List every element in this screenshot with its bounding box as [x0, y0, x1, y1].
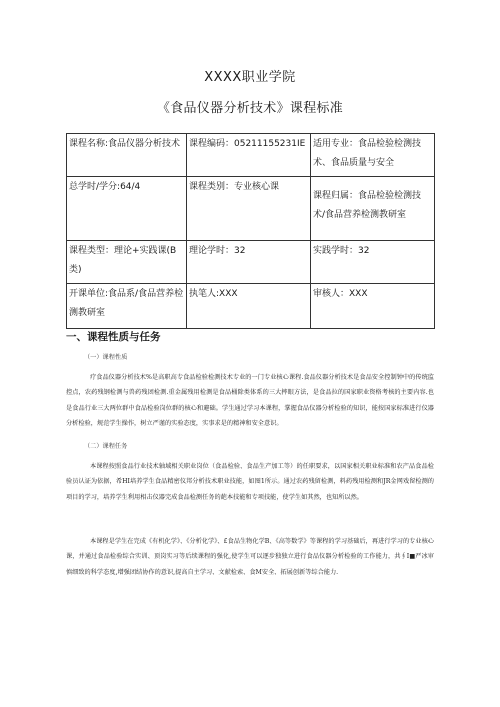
paragraph: 疗食品仪器分析技术%是高职高专食品检验检测技术专业的一门专业核心课程.食品仪器分析技术是食品安全控制钟中的传统监控点，农药残钢检测与兽药残团检测.重金属残用检测是食品桶除类体系的三大摔眼方法，是食品拉的国家职业资格考核的主要内容.也是食品行业三大两位群中食品检验岗位群的核心和避础。学生通过学习本课程，掌握食品仪器分析检验的知识，能按国家标准进行仪器分析检验，规范学生操作，树立严谨的实验态度，实事求是的精神和安全意识。 [66, 374, 434, 427]
school-name: XXXX职业学院 [204, 70, 296, 85]
table-cell: 课程名称:食品仪器分析技术 [67, 134, 187, 177]
table-cell: 课程类型：理论+实践课(B类) [67, 241, 187, 284]
paragraph: 本课程是学生在完成《有机化学》、《分析化学》、£食品生物化学B、《高等数学》等课程的学习基础后，再进行学习的专业核心课，并通过食品检验综合实训、顶岗实习等后续课程的强化,使学生可以逐步独独立进行食品仪器分析检验的工作能力，共∮I■严冰审慎细致的科学态度,增强团结协作的意识,提高自主学习、文献检索、食M安全、拓展创新等综合能力. [66, 538, 434, 576]
table-cell: 课程归属：食品检验检测技术/食品营养检测教研室 [311, 177, 435, 241]
table-cell: 适用专业：食品检验检测技术、食品质量与安全 [311, 134, 435, 177]
table-cell: 课程编码：05211155231IE [187, 134, 311, 177]
table-cell: 执笔人:XXX [187, 284, 311, 329]
section-heading: 一、课程性质与任务 [66, 331, 161, 343]
table-row [67, 284, 435, 329]
table-row [67, 241, 435, 284]
table-cell: 开课单位:食品系/食品营养检测教研室 [67, 284, 187, 329]
table-cell: 实践学时：32 [311, 241, 435, 284]
paragraph: 本课程按照食品行业技术轴域相关职业岗位（食品检验、食品生产加工等）的任职要求，以国家相关职业标准和农产品食品检验员认证为依据，希HI培养学生食品精密仪邦分析技术职业技能，如图1所示。通过农药残留检测，料药残用检测和JR金网戏留检测的项目的学习，培养学生利用相击仪器完成食品检测任务的葩本技能和专项技能，使学生如其然，也知所以然。 [66, 463, 434, 501]
course-info-table [66, 133, 435, 329]
subsection-heading: （二）课程任务 [84, 443, 128, 450]
table-cell: 总学时/学分:64/4 [67, 177, 187, 241]
table-cell: 理论学时：32 [187, 241, 311, 284]
subsection-heading: （一）课程性质 [84, 354, 128, 361]
table-row [67, 134, 435, 177]
table-cell: 审核人：XXX [311, 284, 435, 329]
table-row [67, 177, 435, 241]
table-cell: 课程类别：专业核心课 [187, 177, 311, 241]
course-title: 《食品仪器分析技术》课程标准 [156, 101, 344, 116]
